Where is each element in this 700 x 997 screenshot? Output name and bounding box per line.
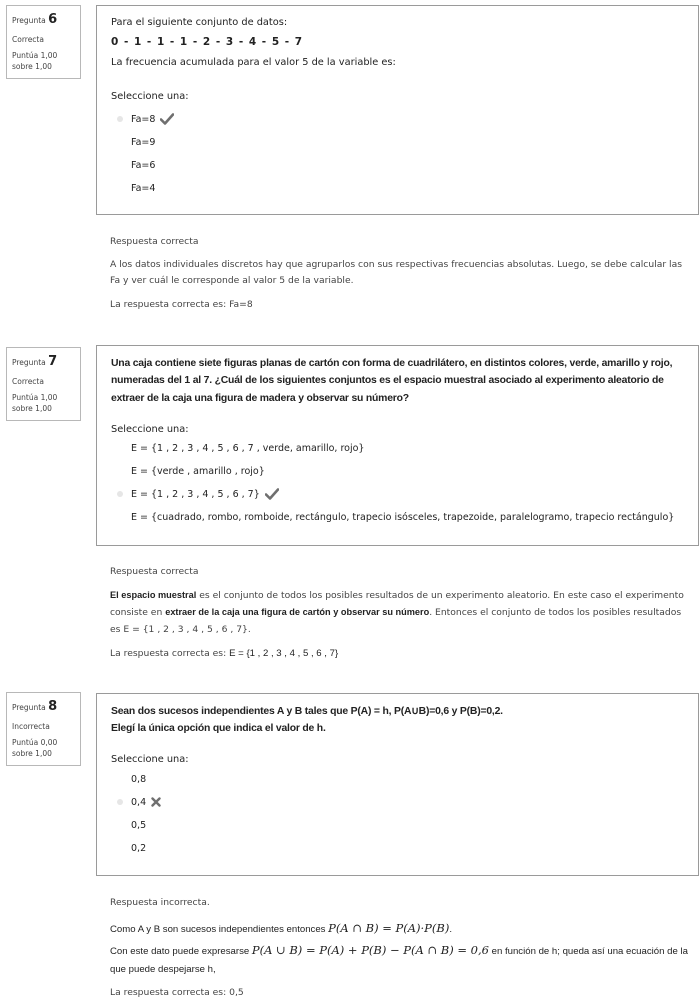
option-label: 0,4 [131, 796, 147, 808]
answer-prompt: Seleccione una: [111, 753, 189, 765]
option-label: Fa=9 [131, 136, 156, 148]
question-text: Para el siguiente conjunto de datos: [111, 17, 288, 28]
question-grade-2: sobre 1,00 [12, 403, 52, 413]
answer-option[interactable] [111, 483, 684, 506]
formula: P(A ∪ B) = P(A) + P(B) − P(A ∩ B) = 0,6 [251, 943, 489, 958]
answer-option[interactable] [111, 837, 684, 860]
feedback-text [110, 918, 690, 939]
question-grade-1: Puntúa 1,00 [12, 392, 58, 402]
feedback-emphasis: extraer de la caja una figura de cartón y observar su número [165, 607, 430, 618]
radio-button[interactable] [117, 491, 123, 497]
data-sequence: 0 - 1 - 1 - 1 - 2 - 3 - 4 - 5 - 7 [111, 35, 304, 48]
answer-option[interactable] [111, 131, 684, 154]
question-number: 7 [48, 354, 57, 369]
answer-option[interactable] [111, 791, 684, 814]
question-label: Pregunta [12, 703, 46, 712]
question-label: Pregunta [12, 358, 46, 367]
answer-option[interactable] [111, 768, 684, 791]
right-answer: La respuesta correcta es: 0,5 [110, 987, 244, 997]
feedback-text [110, 587, 690, 639]
question-info-6 [6, 5, 81, 79]
feedback-text-part: Como A y B son sucesos independientes entonces [110, 923, 329, 935]
feedback-7 [110, 564, 690, 663]
question-formulation-8 [96, 693, 699, 876]
right-answer-prefix: La respuesta correcta es: [110, 648, 230, 660]
option-label: 0,5 [131, 819, 147, 831]
option-label: Fa=8 [131, 113, 156, 125]
option-label: E = {verde , amarillo , rojo} [131, 465, 265, 477]
feedback-title: Respuesta correcta [110, 236, 199, 247]
radio-button[interactable] [117, 799, 123, 805]
feedback-6 [110, 234, 690, 313]
feedback-title: Respuesta correcta [110, 566, 199, 577]
question-text: Una caja contiene siete figuras planas de cartón con forma de cuadrilátero, en distintos colores, verde, amarillo y rojo, numeradas del 1 al 7. ¿Cuál de los siguientes conjuntos es el espacio muestral asociado al experimento aleatorio de extraer de la caja una figura de madera y observar su número? [111, 358, 673, 404]
question-label: Pregunta [12, 16, 46, 25]
feedback-title: Respuesta incorrecta. [110, 897, 210, 908]
feedback-8 [110, 895, 690, 997]
feedback-text-part: en función de h; queda así una ecuación de la que puede despejarse h, [110, 946, 688, 975]
feedback-text-part: . [449, 923, 453, 935]
radio-button[interactable] [117, 845, 123, 851]
check-icon [265, 488, 279, 500]
answer-option[interactable] [111, 506, 684, 529]
answer-prompt: Seleccione una: [111, 90, 189, 102]
question-grade-2: sobre 1,00 [12, 748, 52, 758]
check-icon [160, 113, 174, 125]
question-grade-2: sobre 1,00 [12, 61, 52, 71]
feedback-text-2 [110, 940, 690, 978]
question-formulation-6 [96, 5, 699, 215]
radio-button[interactable] [117, 468, 123, 474]
formula: P(A ∩ B) = P(A)·P(B) [328, 920, 450, 935]
question-number: 8 [48, 699, 57, 714]
answer-prompt: Seleccione una: [111, 423, 189, 435]
option-label: 0,8 [131, 773, 147, 785]
feedback-text-part: Con este dato puede expresarse [110, 946, 252, 958]
question-text-2: La frecuencia acumulada para el valor 5 de la variable es: [111, 56, 396, 68]
option-label: 0,2 [131, 842, 147, 854]
answer-option[interactable] [111, 108, 684, 131]
right-answer-value: E = {1 , 2 , 3 , 4 , 5 , 6 , 7} [229, 648, 339, 660]
question-info-8 [6, 692, 81, 766]
feedback-text-part: es el conjunto de todos los posibles resultados de un experimento aleatorio. En este caso el experimento consiste en [110, 589, 684, 619]
feedback-text: A los datos individuales discretos hay que agruparlos con sus respectivas frecuencias absolutas. Luego, se debe calcular las Fa y ver cuál le corresponde al valor 5 de la variable. [110, 258, 683, 287]
radio-button[interactable] [117, 445, 123, 451]
radio-button[interactable] [117, 514, 123, 520]
question-number: 6 [48, 12, 57, 27]
option-label: Fa=4 [131, 182, 156, 194]
option-label: Fa=6 [131, 159, 156, 171]
cross-icon [151, 797, 161, 807]
option-label: E = {cuadrado, rombo, romboide, rectángulo, trapecio isósceles, trapezoide, paralelogramo, trapecio rectángulo} [131, 511, 675, 523]
answer-option[interactable] [111, 437, 684, 460]
answer-option[interactable] [111, 814, 684, 837]
right-answer: La respuesta correcta es: Fa=8 [110, 298, 253, 310]
radio-button[interactable] [117, 185, 123, 191]
feedback-text-part: . Entonces el conjunto de todos los posibles resultados es E = {1 , 2 , 3 , 4 , 5 , 6 , 7}. [110, 607, 682, 635]
radio-button[interactable] [117, 162, 123, 168]
radio-button[interactable] [117, 139, 123, 145]
question-text: Sean dos sucesos independientes A y B tales que P(A) = h, P(A∪B)=0,6 y P(B)=0,2. [111, 706, 503, 717]
radio-button[interactable] [117, 776, 123, 782]
answer-option[interactable] [111, 154, 684, 177]
question-grade-1: Puntúa 1,00 [12, 50, 58, 60]
right-answer [110, 645, 690, 663]
question-formulation-7 [96, 345, 699, 546]
radio-button[interactable] [117, 116, 123, 122]
feedback-emphasis: El espacio muestral [110, 589, 197, 600]
question-state: Correcta [12, 34, 44, 44]
question-state: Incorrecta [12, 721, 50, 731]
question-text-2: Elegí la única opción que indica el valor de h. [111, 723, 326, 735]
option-label: E = {1 , 2 , 3 , 4 , 5 , 6 , 7} [131, 488, 260, 500]
answer-option[interactable] [111, 177, 684, 200]
question-grade-1: Puntúa 0,00 [12, 737, 58, 747]
answer-option[interactable] [111, 460, 684, 483]
radio-button[interactable] [117, 822, 123, 828]
option-label: E = {1 , 2 , 3 , 4 , 5 , 6 , 7 , verde, amarillo, rojo} [131, 442, 365, 454]
question-state: Correcta [12, 376, 44, 386]
question-info-7 [6, 347, 81, 421]
